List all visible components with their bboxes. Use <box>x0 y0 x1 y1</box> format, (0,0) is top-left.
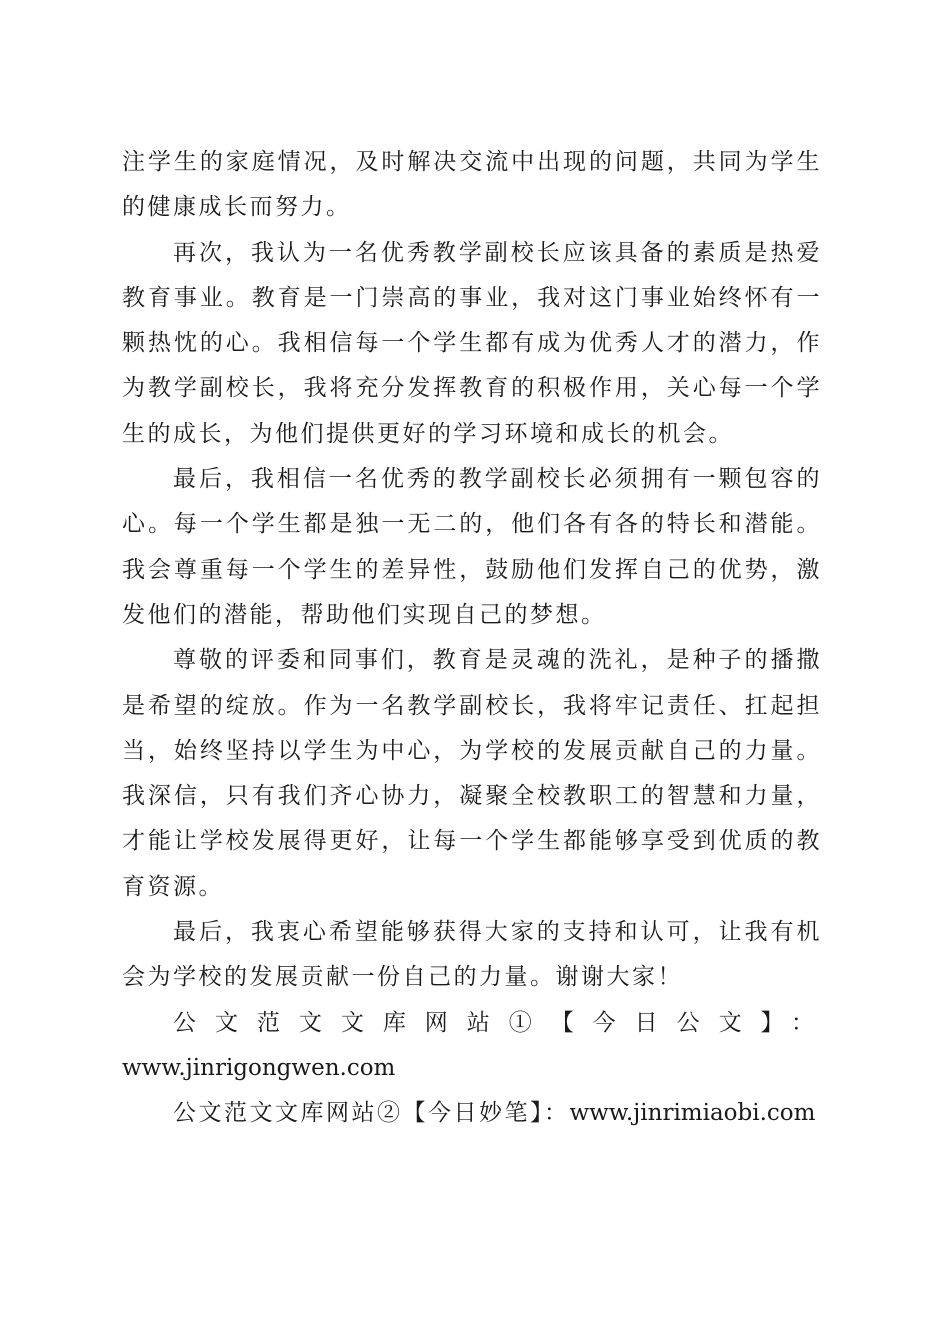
footer-site2-url[interactable]: www.jinrimiaobi.com <box>569 1100 816 1127</box>
paragraph-closing-thanks: 最后，我衷心希望能够获得大家的支持和认可，让我有机会为学校的发展贡献一份自己的力量。谢谢大家！ <box>122 919 822 991</box>
footer-site1-label: 公文范文文库网站①【今日公文】： <box>173 1009 822 1036</box>
paragraph-passion-for-education: 再次，我认为一名优秀教学副校长应该具备的素质是热爱教育事业。教育是一门崇高的事业，我对这门事业始终怀有一颗热忱的心。我相信每一个学生都有成为优秀人才的潜力，作为教学副校长，我将充分发挥教育的积极作用，关心每一个学生的成长，为他们提供更好的学习环境和成长的机会。 <box>122 239 822 447</box>
paragraph-inclusive-heart: 最后，我相信一名优秀的教学副校长必须拥有一颗包容的心。每一个学生都是独一无二的，他们各有各的特长和潜能。我会尊重每一个学生的差异性，鼓励他们发挥自己的优势，激发他们的潜能，帮助他们实现自己的梦想。 <box>122 466 822 628</box>
document-body <box>122 140 822 1137</box>
footer-site2 <box>122 1091 822 1136</box>
paragraph-continuation: 注学生的家庭情况，及时解决交流中出现的问题，共同为学生的健康成长而努力。 <box>122 149 822 221</box>
footer-site2-label: 公文范文文库网站②【今日妙笔】： <box>173 1100 570 1127</box>
footer-site1-url[interactable]: www.jinrigongwen.com <box>122 1054 396 1081</box>
paragraph-address-to-judges: 尊敬的评委和同事们，教育是灵魂的洗礼，是种子的播撒是希望的绽放。作为一名教学副校长，我将牢记责任、扛起担当，始终坚持以学生为中心，为学校的发展贡献自己的力量。我深信，只有我们齐心协力，凝聚全校教职工的智慧和力量，才能让学校发展得更好，让每一个学生都能够享受到优质的教育资源。 <box>122 647 822 900</box>
